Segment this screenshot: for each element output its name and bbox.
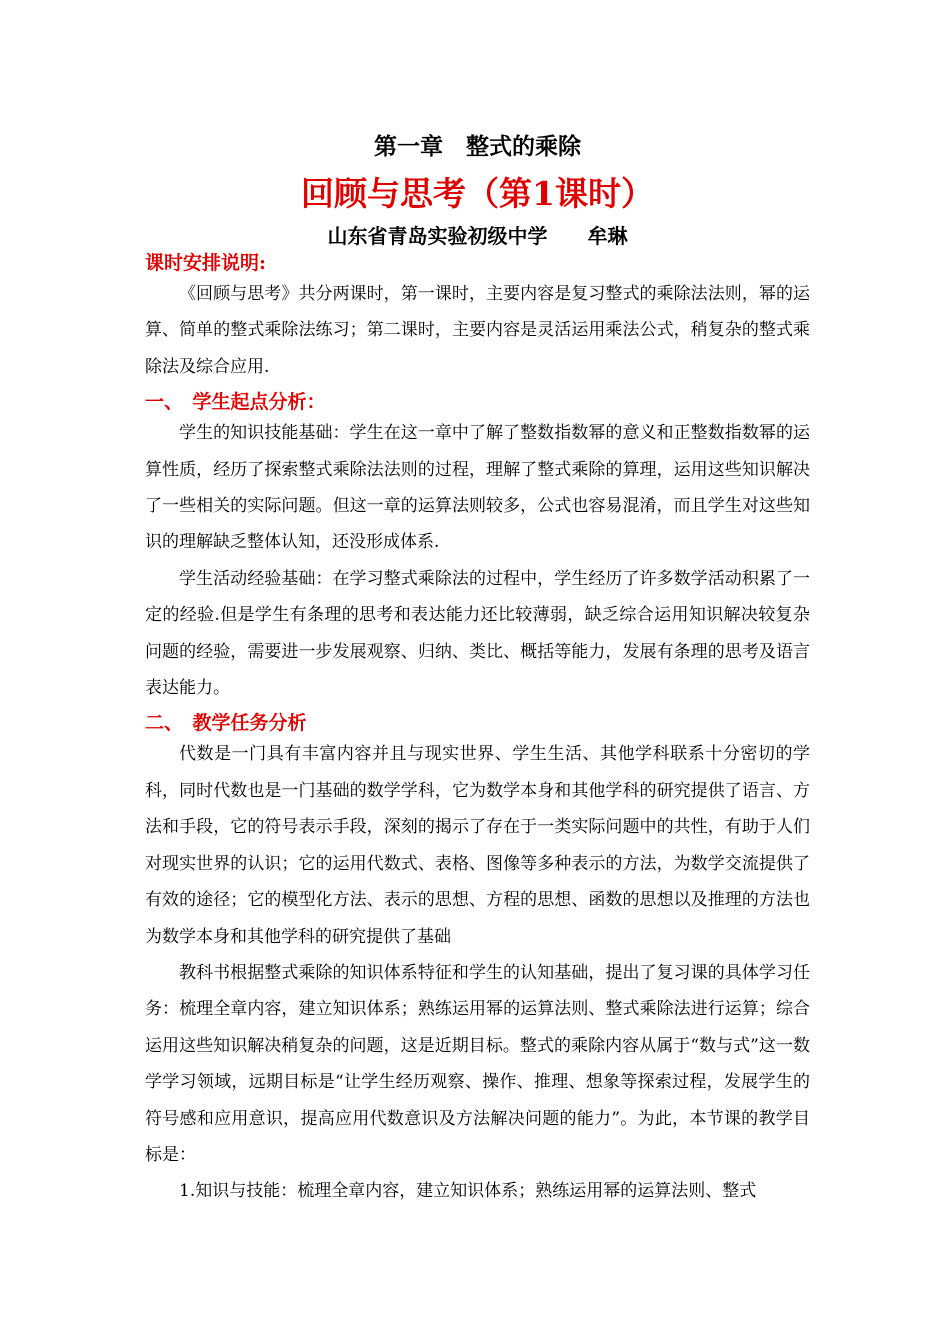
paragraph: 学生活动经验基础：在学习整式乘除法的过程中，学生经历了许多数学活动积累了一定的经验.但是学生有条理的思考和表达能力还比较薄弱，缺乏综合运用知识解决较复杂问题的经验，需要进一步发展观察、归纳、类比、概括等能力，发展有条理的思考及语言表达能力。 [145,568,810,699]
chapter-title: 第一章 整式的乘除 [374,133,581,160]
paragraph: 《回顾与思考》共分两课时，第一课时，主要内容是复习整式的乘除法法则，幂的运算、简单的整式乘除法练习；第二课时，主要内容是灵活运用乘法公式，稍复杂的整式乘除法及综合应用. [145,284,810,377]
section-task-analysis [145,710,810,1209]
section-heading-task-analysis: 二、 教学任务分析 [145,712,307,735]
lesson-title: 回顾与思考（第1课时） [301,174,654,213]
section-schedule [145,250,810,385]
author-line: 山东省青岛实验初级中学 牟琳 [327,224,628,248]
paragraph: 1.知识与技能：梳理全章内容，建立知识体系；熟练运用幂的运算法则、整式 [179,1181,757,1202]
paragraph: 教科书根据整式乘除的知识体系特征和学生的认知基础，提出了复习课的具体学习任务：梳理全章内容，建立知识体系；熟练运用幂的运算法则、整式乘除法进行运算；综合运用这些知识解决稍复杂的问题，这是近期目标。整式的乘除内容从属于“数与式”这一数学学习领域，远期目标是“让学生经历观察、操作、推理、想象等探索过程，发展学生的符号感和应用意识，提高应用代数意识及方法解决问题的能力”。为此，本节课的教学目标是： [145,962,810,1165]
section-student-analysis [145,389,810,706]
paragraph: 学生的知识技能基础：学生在这一章中了解了整数指数幂的意义和正整数指数幂的运算性质，经历了探索整式乘除法法则的过程，理解了整式乘除的算理，运用这些知识解决了一些相关的实际问题。但这一章的运算法则较多，公式也容易混淆，而且学生对这些知识的理解缺乏整体认知，还没形成体系. [145,423,810,553]
section-heading-schedule: 课时安排说明: [145,252,267,274]
paragraph: 代数是一门具有丰富内容并且与现实世界、学生生活、其他学科联系十分密切的学科，同时代数也是一门基础的数学学科，它为数学本身和其他学科的研究提供了语言、方法和手段，它的符号表示手段，深刻的揭示了存在于一类实际问题中的共性，有助于人们对现实世界的认识；它的运用代数式、表格、图像等多种表示的方法，为数学交流提供了有效的途径；它的模型化方法、表示的思想、方程的思想、函数的思想以及推理的方法也为数学本身和其他学科的研究提供了基础 [145,744,810,947]
section-heading-student-analysis: 一、 学生起点分析： [145,391,326,414]
